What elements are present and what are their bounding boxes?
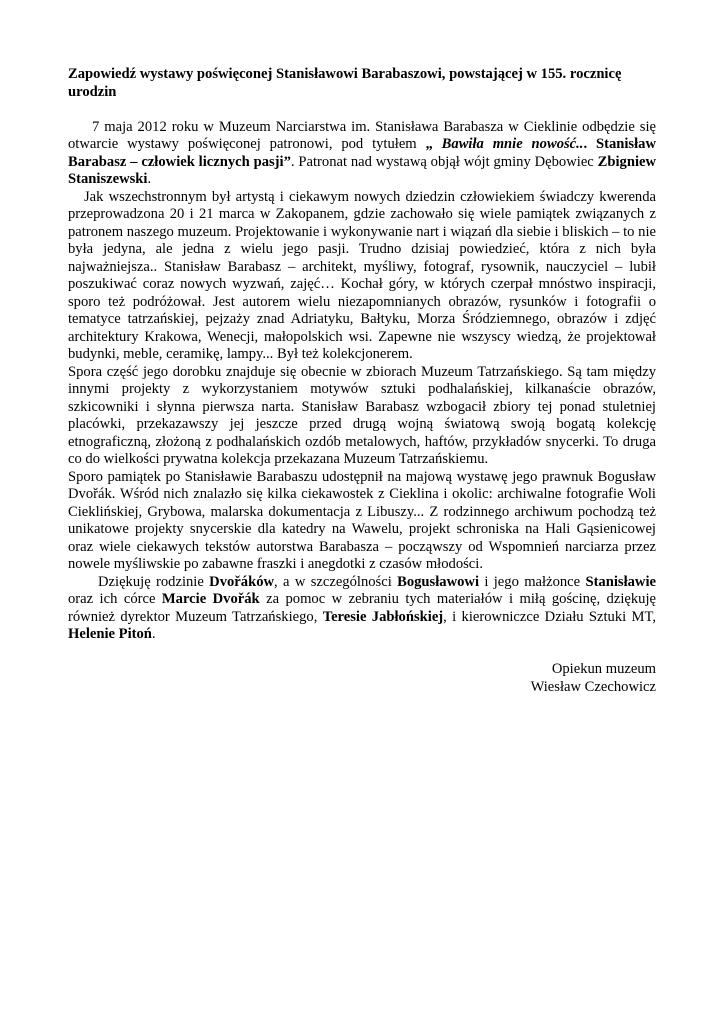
document-title: Zapowiedź wystawy poświęconej Stanisławowi Barabaszowi, powstającej w 155. rocznicę urodzin xyxy=(68,66,622,100)
text: oraz ich córce xyxy=(68,591,162,607)
name-teresa-jablonska: Teresie Jabłońskiej xyxy=(322,608,444,625)
text: Dziękuję rodzinie xyxy=(98,573,210,590)
name-boguslaw: Bogusławowi xyxy=(397,573,480,590)
text: i jego małżonce xyxy=(479,573,586,590)
exhibition-subtitle: . Stanisław Barabasz – człowiek licznych pasji” xyxy=(68,136,656,170)
document-page xyxy=(68,66,656,696)
paragraph-family-archive: Sporo pamiątek po Stanisławie Barabaszu udostępnił na majową wystawę jego prawnuk Bogusław Dvořák. Wśród nich znalazło się kilka ciekawostek z Cieklina i okolic: archiwalne fotografie Woli Cieklińskiej, Grybowa, malarska dokumentacja z Libuszy... Z rodzinnego archiwum pochodzą też unikatowe projekty snycerskie dla katedry na Wawelu, projekt schroniska na Hali Gąsienicowej oraz wiele ciekawych tekstów autorstwa Barabasza – począwszy od Wspomnień narciarza przez nowele myśliwskie po zabawne fraszki i anegdotki z czasów młodości. xyxy=(68,468,656,572)
paragraph-biography: Jak wszechstronnym był artystą i ciekawym nowych dziedzin człowiekiem świadczy kwerenda przeprowadzona 20 i 21 marca w Zakopanem, gdzie zachowało się wiele pamiątek związanych z patronem naszego muzeum. Projektowanie i wykonywanie nart i wiązań dla siebie i bliskich – to nie była jedyna, ale jedna z wielu jego pasji. Trudno dzisiaj powiedzieć, która z nich była najważniejsza.. Stanisław Barabasz – architekt, myśliwy, fotograf, rysownik, nauczyciel – lubił poszukiwać coraz nowych wyzwań, zajęć… Kochał góry, w których czerpał mnóstwo inspiracji, sporo też podróżował. Jest autorem wielu niezapomnianych obrazów, rysunków i fotografii o tematyce tatrzańskiej, pejzaży znad Adriatyku, Bałtyku, Morza Śródziemnego, obrazów i zdjęć architektury Krakowa, Wenecji, małopolskich wsi. Zapewne nie wszyscy wiedzą, że projektował budynki, meble, ceramikę, lampy... Był też kolekcjonerem. xyxy=(68,188,656,362)
text: . xyxy=(151,626,156,642)
name-dvorak-family: Dvořáków xyxy=(209,573,275,590)
text: za pomoc w zebraniu tych materiałów i miłą gościnę, dziękuję również dyrektor Muzeum Tatrzańskiego, xyxy=(68,591,656,625)
text: . xyxy=(147,171,152,187)
exhibition-title: Bawiła mnie nowość.. xyxy=(441,136,584,152)
mayor-name: Zbigniew Staniszewski xyxy=(68,153,657,187)
text: , i kierowniczce Działu Sztuki MT, xyxy=(443,608,656,625)
name-marta-dvorak: Marcie Dvořák xyxy=(161,591,260,607)
name-stanislawa: Stanisławie xyxy=(585,573,656,590)
text: 7 maja 2012 roku w Muzeum Narciarstwa im. Stanisława Barabasza w Cieklinie odbędzie się otwarcie wystawy poświęconej patronowi, pod tytułem xyxy=(68,118,656,152)
signature-name: Wiesław Czechowicz xyxy=(530,678,656,695)
signature-block xyxy=(68,661,656,696)
signature-role: Opiekun muzeum xyxy=(551,661,656,677)
paragraph-opening-announcement xyxy=(68,119,656,189)
quote-open: „ xyxy=(425,136,442,152)
name-helena-piton: Helenie Pitoń xyxy=(68,626,152,642)
text: , a w szczególności xyxy=(274,573,398,590)
paragraph-museum-collection: Spora część jego dorobku znajduje się obecnie w zbiorach Muzeum Tatrzańskiego. Są tam między innymi projekty z wykorzystaniem motywów sztuki podhalańskiej, kilkanaście obrazów, szkicowniki i słynna pierwsza narta. Stanisław Barabasz wzbogacił zbiory tej ponad stuletniej placówki, przekazawszy jej jeszcze przed drugą wojną światową swoją bogatą kolekcję etnograficzną, złożoną z podhalańskich ozdób metalowych, haftów, przykładów snycerki. To druga co do wielkości prywatna kolekcja przekazana Muzeum Tatrzańskiemu. xyxy=(68,363,656,467)
paragraph-acknowledgements xyxy=(68,574,656,644)
text: . Patronat nad wystawą objął wójt gminy Dębowiec xyxy=(290,153,598,170)
